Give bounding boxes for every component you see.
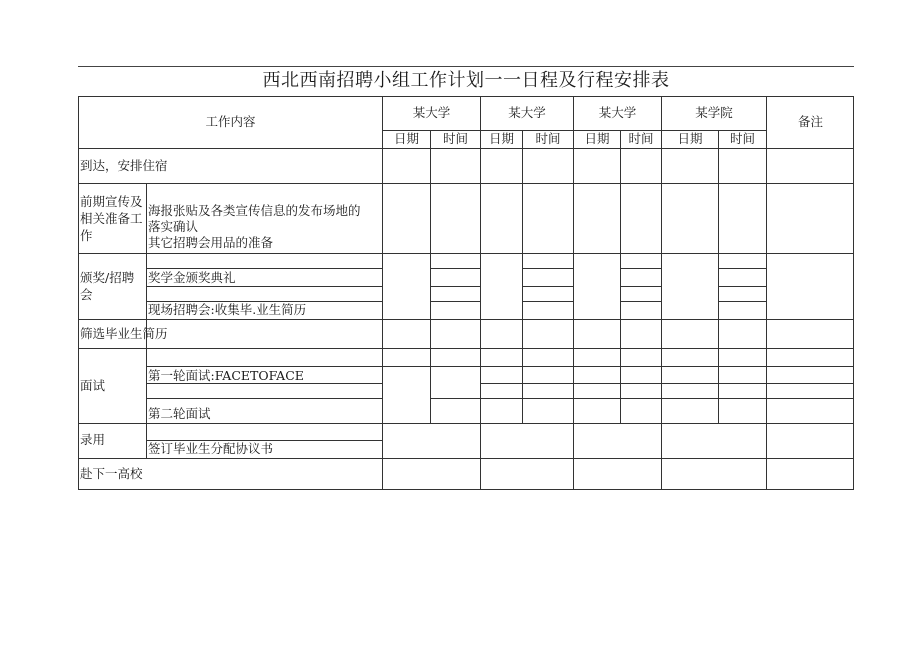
category-publicity-line-3: 作 xyxy=(80,228,93,243)
row-award-ceremony: 奖学金颁奖典礼 xyxy=(148,270,236,285)
row-interview-round-1: 第一轮面试:FACETOFACE xyxy=(148,368,304,383)
header-date-2: 日期 xyxy=(488,131,514,146)
header-school-4: 某学院 xyxy=(695,105,733,120)
publicity-item-line-1: 海报张贴及各类宣传信息的发布场地的 xyxy=(148,203,361,218)
row-screening: 筛选毕业生简历 xyxy=(80,326,168,341)
publicity-item-line-2: 落实确认 xyxy=(148,219,199,234)
header-date-4: 日期 xyxy=(677,131,703,146)
header-time-1: 时间 xyxy=(442,131,468,146)
header-time-3: 时间 xyxy=(628,131,654,146)
header-time-2: 时间 xyxy=(535,131,561,146)
page-title: 西北西南招聘小组工作计划一一日程及行程安排表 xyxy=(262,70,670,91)
header-work-content: 工作内容 xyxy=(205,114,256,129)
header-remarks: 备注 xyxy=(797,114,823,129)
publicity-item-line-3: 其它招聘会用品的准备 xyxy=(148,235,274,250)
header-school-3: 某大学 xyxy=(598,105,637,120)
category-awards-line-2: 会 xyxy=(80,287,93,302)
header-date-1: 日期 xyxy=(393,131,419,146)
header-school-2: 某大学 xyxy=(508,105,546,120)
row-next-school: 赴下一高校 xyxy=(80,466,143,481)
row-sign-agreement: 签订毕业生分配协议书 xyxy=(148,441,274,456)
category-publicity-line-2: 相关准备工 xyxy=(80,211,143,226)
category-hiring: 录用 xyxy=(80,432,106,447)
row-job-fair: 现场招聘会:收集毕.业生简历 xyxy=(148,302,307,317)
header-school-1: 某大学 xyxy=(412,105,451,120)
header-time-4: 时间 xyxy=(729,131,755,146)
category-interview: 面试 xyxy=(80,378,106,393)
row-arrival: 到达，安排住宿 xyxy=(80,158,168,173)
row-interview-round-2: 第二轮面试 xyxy=(148,406,211,421)
category-awards-line-1: 颁奖/招聘 xyxy=(80,270,135,285)
header-date-3: 日期 xyxy=(584,131,610,146)
category-publicity-line-1: 前期宣传及 xyxy=(80,194,143,209)
